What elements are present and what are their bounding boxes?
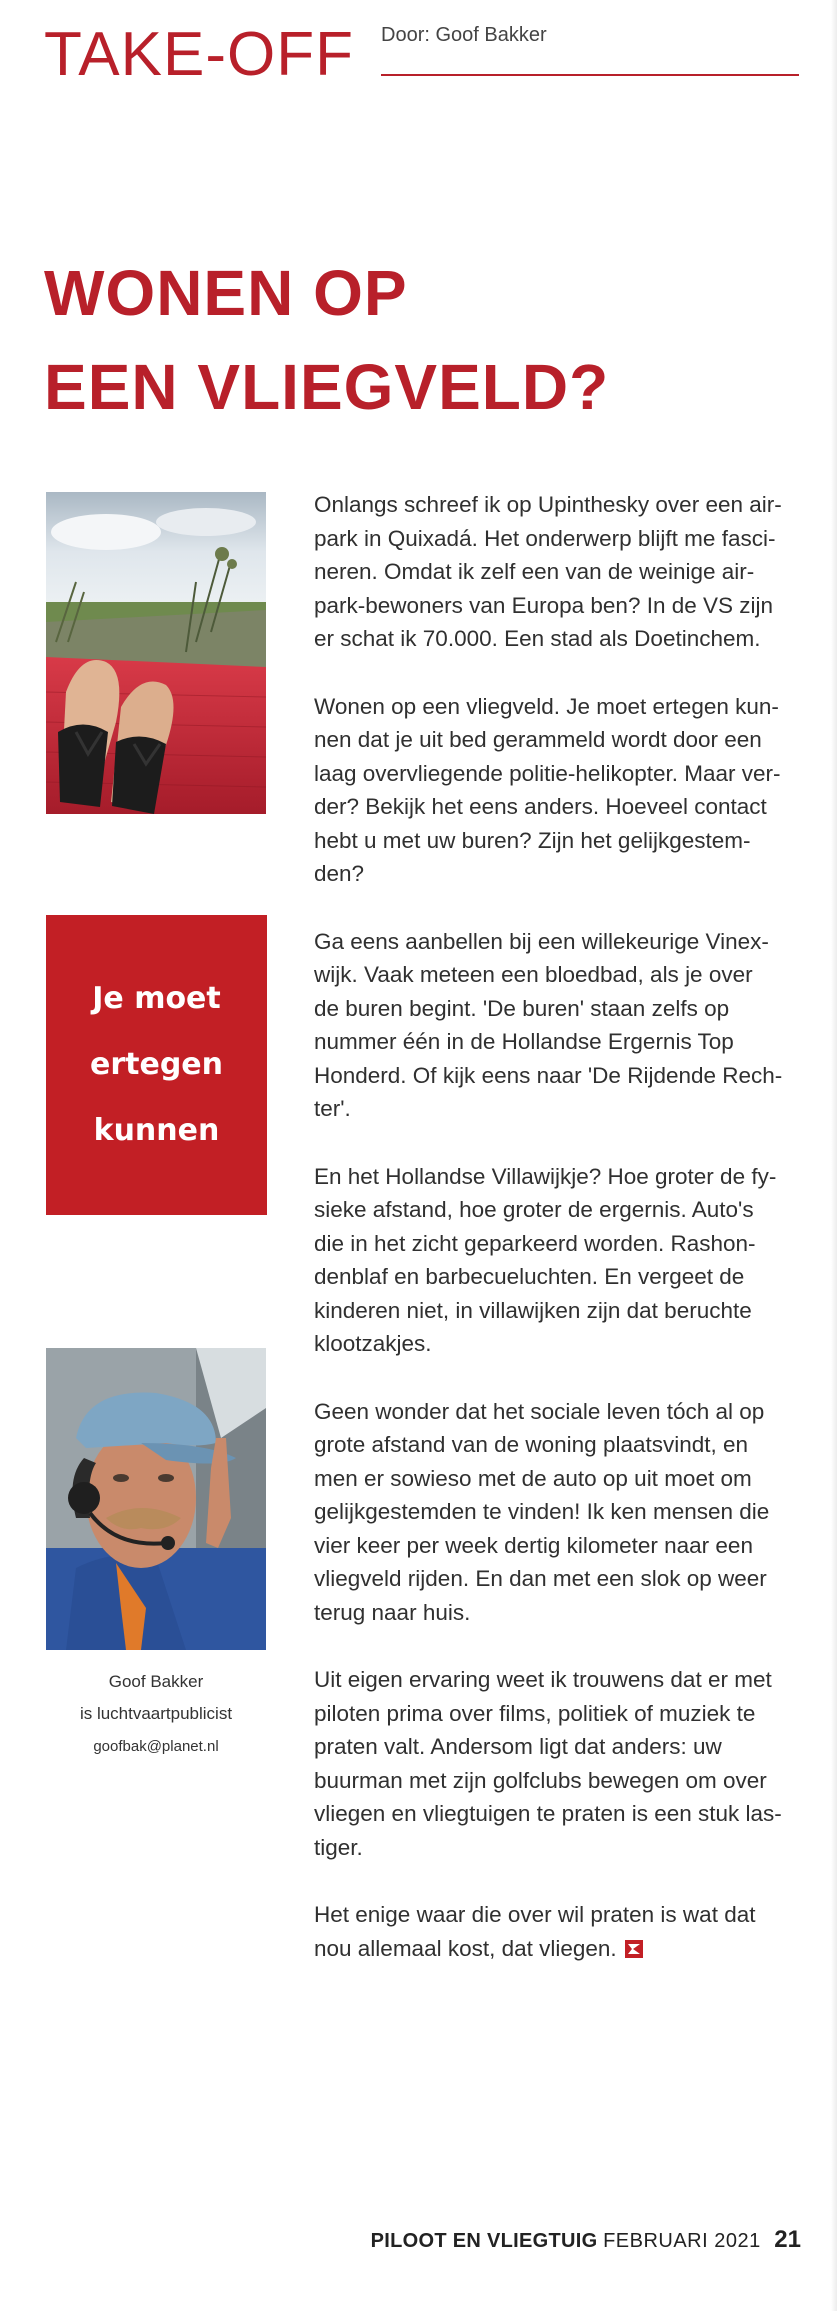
text-line: neren. Omdat ik zelf een van de weinige air- [314,559,755,584]
text-line: park-bewoners van Europa ben? In de VS zijn [314,592,774,618]
page-edge-shadow [831,0,837,2311]
pull-quote-line-1: Je moet [92,981,221,1016]
airfield-feet-photo [46,492,266,814]
text-line: nen dat je uit bed gerammeld wordt door een [314,727,762,752]
text-line: Wonen op een vliegveld. Je moet ertegen kun- [314,693,779,719]
paragraph [314,1395,804,1630]
author-caption [46,1666,266,1764]
text-line: sieke afstand, hoe groter de ergernis. Auto's [314,1197,754,1222]
headline-line-2: EEN VLIEGVELD? [44,351,610,423]
text-line: Uit eigen ervaring weet ik trouwens dat er met [314,1667,772,1692]
text-line: vier keer per week dertig kilometer naar een [314,1532,753,1558]
byline: Door: Goof Bakker [381,24,547,46]
text-line: grote afstand van de woning plaatsvindt, en [314,1432,749,1457]
author-role: is luchtvaartpublicist [79,1704,233,1723]
headline-line-1: WONEN OP [44,257,408,329]
paragraph [314,1160,804,1361]
author-email: goofbak@planet.nl [93,1738,219,1755]
article-body [314,488,804,1999]
pull-quote [46,915,267,1215]
text-line: praten valt. Andersom ligt dat anders: uw [314,1734,722,1759]
text-line-content: nou allemaal kost, dat vliegen. [314,1935,617,1961]
text-line-last [314,1932,804,1966]
text-line: wijk. Vaak meteen een bloedbad, als je over [314,962,753,987]
pull-quote-line-3: kunnen [93,1113,220,1148]
paragraph [314,1663,804,1864]
text-line: kinderen niet, in villawijken zijn dat beruchte [314,1297,752,1323]
paragraph [314,690,804,891]
text-line: piloten prima over films, politiek of muziek te [314,1700,756,1726]
author-name: Goof Bakker [108,1672,204,1691]
text-line: klootzakjes. [314,1331,432,1356]
text-line: hebt u met uw buren? Zijn het gelijkgestem- [314,827,751,853]
paragraph [314,1898,804,1965]
text-line: de buren begint. 'De buren' staan zelfs op [314,995,730,1021]
pull-quote-line-2: ertegen [89,1047,223,1082]
paragraph [314,488,804,656]
text-line: ter'. [314,1096,351,1121]
magazine-name: PILOOT EN VLIEGTUIG [370,2230,598,2252]
text-line: Ga eens aanbellen bij een willekeurige Vinex- [314,928,769,954]
text-line: park in Quixadá. Het onderwerp blijft me fasci- [314,525,776,551]
feet-photo-image [46,492,266,814]
header-divider [381,74,799,76]
text-line: nummer één in de Hollandse Ergernis Top [314,1029,734,1054]
text-line: denblaf en barbecueluchten. En vergeet de [314,1264,745,1289]
section-title: TAKE-OFF [44,20,354,89]
page-number: 21 [774,2226,801,2253]
author-portrait-photo [46,1348,266,1650]
page-footer [371,2226,801,2254]
text-line: vliegen en vliegtuigen te praten is een stuk las- [314,1801,782,1826]
text-line: En het Hollandse Villawijkje? Hoe groter de fy- [314,1163,777,1189]
text-line: er schat ik 70.000. Een stad als Doetinchem. [314,626,761,651]
text-line: Het enige waar die over wil praten is wat dat [314,1902,756,1927]
text-line: men er sowieso met de auto op uit moet om [314,1465,752,1491]
issue-date: FEBRUARI 2021 [603,2230,761,2252]
text-line: Onlangs schreef ik op Upinthesky over een air- [314,492,782,517]
text-line: tiger. [314,1834,363,1860]
text-line: Honderd. Of kijk eens naar 'De Rijdende Rech- [314,1062,783,1088]
text-line: vliegveld rijden. En dan met een slok op weer [314,1566,767,1591]
author-photo-image [46,1348,266,1650]
text-line: laag overvliegende politie-helikopter. Maar ver- [314,760,781,786]
text-line: gelijkgestemden te vinden! Ik ken mensen die [314,1499,770,1524]
text-line: der? Bekijk het eens anders. Hoeveel contact [314,794,767,819]
text-line: den? [314,861,365,886]
text-line: Geen wonder dat het sociale leven tóch al op [314,1398,765,1424]
end-mark-icon [625,1940,643,1958]
paragraph [314,925,804,1126]
article-headline [44,246,804,434]
text-line: buurman met zijn golfclubs bewegen om over [314,1767,767,1793]
text-line: die in het zicht geparkeerd worden. Rashon- [314,1230,756,1256]
text-line: terug naar huis. [314,1599,471,1625]
